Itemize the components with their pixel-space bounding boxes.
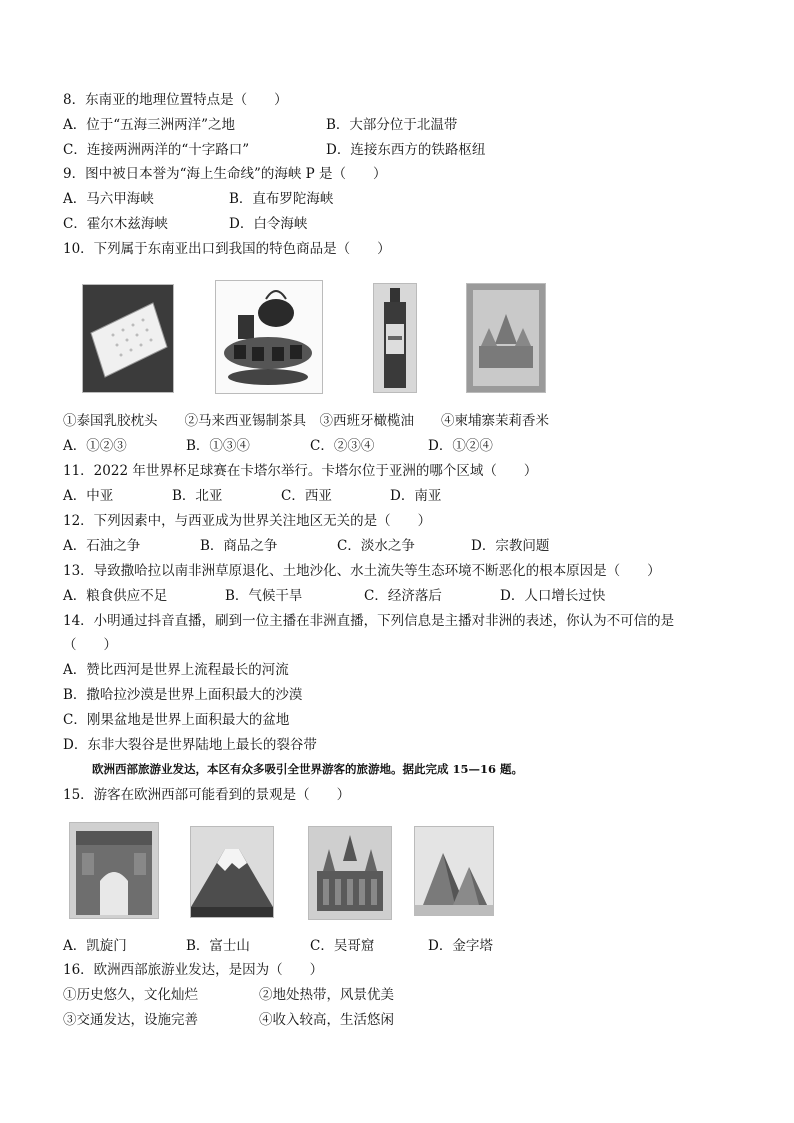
q10-image-captions: ①泰国乳胶枕头 ②马来西亚锡制茶具 ③西班牙橄榄油 ④柬埔寨茉莉香米 <box>63 413 549 429</box>
q16-item-3: ③交通发达，设施完善 <box>63 1012 198 1028</box>
q9-option-b: B．直布罗陀海峡 <box>229 191 334 207</box>
q8-stem: 8．东南亚的地理位置特点是（ ） <box>63 92 288 108</box>
mount-fuji-image <box>190 826 274 918</box>
q13-stem: 13．导致撒哈拉以南非洲草原退化、土地沙化、水土流失等生态环境不断恶化的根本原因是（ ） <box>63 563 661 579</box>
q15-option-d: D．金字塔 <box>428 938 493 954</box>
q8-option-c: C．连接两洲两洋的“十字路口” <box>63 142 250 158</box>
tin-tea-set-image <box>215 280 323 394</box>
q11-option-d: D．南亚 <box>390 488 442 504</box>
q8-option-a: A．位于“五海三洲两洋”之地 <box>63 117 236 133</box>
pyramids-image <box>414 826 494 916</box>
q14-stem-bracket: （ ） <box>63 637 117 653</box>
q13-option-a: A．粮食供应不足 <box>63 588 168 604</box>
q10-option-c: C．②③④ <box>310 438 375 454</box>
q16-item-2: ②地处热带，风景优美 <box>259 987 394 1003</box>
q16-stem: 16．欧洲西部旅游业发达，是因为（ ） <box>63 962 324 978</box>
latex-pillow-image <box>82 284 174 393</box>
q16-item-4: ④收入较高，生活悠闲 <box>259 1012 394 1028</box>
q14-option-d: D．东非大裂谷是世界陆地上最长的裂谷带 <box>63 737 317 753</box>
q11-stem: 11．2022 年世界杯足球赛在卡塔尔举行。卡塔尔位于亚洲的哪个区域（ ） <box>63 463 538 479</box>
q14-stem: 14．小明通过抖音直播，刷到一位主播在非洲直播，下列信息是主播对非洲的表述，你认为不可信的是 <box>63 613 675 629</box>
q12-option-d: D．宗教问题 <box>471 538 550 554</box>
jasmine-rice-bag-image <box>466 283 546 393</box>
q11-option-b: B．北亚 <box>172 488 223 504</box>
q8-option-b: B．大部分位于北温带 <box>326 117 458 133</box>
q9-stem: 9．图中被日本誉为“海上生命线”的海峡 P 是（ ） <box>63 166 387 182</box>
q11-option-a: A．中亚 <box>63 488 114 504</box>
q8-option-d: D．连接东西方的铁路枢纽 <box>326 142 486 158</box>
q13-option-d: D．人口增长过快 <box>500 588 606 604</box>
q12-option-a: A．石油之争 <box>63 538 141 554</box>
q10-option-a: A．①②③ <box>63 438 127 454</box>
q13-option-c: C．经济落后 <box>364 588 442 604</box>
q16-item-1: ①历史悠久，文化灿烂 <box>63 987 198 1003</box>
q12-option-b: B．商品之争 <box>200 538 278 554</box>
arc-de-triomphe-image <box>69 822 159 919</box>
material-note: 欧洲西部旅游业发达，本区有众多吸引全世界游客的旅游地。据此完成 15—16 题。 <box>92 762 524 776</box>
q10-option-b: B．①③④ <box>186 438 250 454</box>
olive-oil-bottle-image <box>373 283 417 393</box>
q15-stem: 15．游客在欧洲西部可能看到的景观是（ ） <box>63 787 351 803</box>
q12-option-c: C．淡水之争 <box>337 538 415 554</box>
q10-option-d: D．①②④ <box>428 438 493 454</box>
angkor-wat-image <box>308 826 392 920</box>
q11-option-c: C．西亚 <box>281 488 332 504</box>
q9-option-c: C．霍尔木兹海峡 <box>63 216 168 232</box>
q9-option-d: D．白令海峡 <box>229 216 308 232</box>
q15-option-a: A．凯旋门 <box>63 938 127 954</box>
q15-option-b: B．富士山 <box>186 938 250 954</box>
q9-option-a: A．马六甲海峡 <box>63 191 154 207</box>
q12-stem: 12．下列因素中，与西亚成为世界关注地区无关的是（ ） <box>63 513 432 529</box>
q14-option-b: B．撒哈拉沙漠是世界上面积最大的沙漠 <box>63 687 303 703</box>
q14-option-a: A．赞比西河是世界上流程最长的河流 <box>63 662 289 678</box>
q13-option-b: B．气候干旱 <box>225 588 303 604</box>
q10-stem: 10．下列属于东南亚出口到我国的特色商品是（ ） <box>63 241 391 257</box>
q15-option-c: C．吴哥窟 <box>310 938 375 954</box>
q14-option-c: C．刚果盆地是世界上面积最大的盆地 <box>63 712 290 728</box>
